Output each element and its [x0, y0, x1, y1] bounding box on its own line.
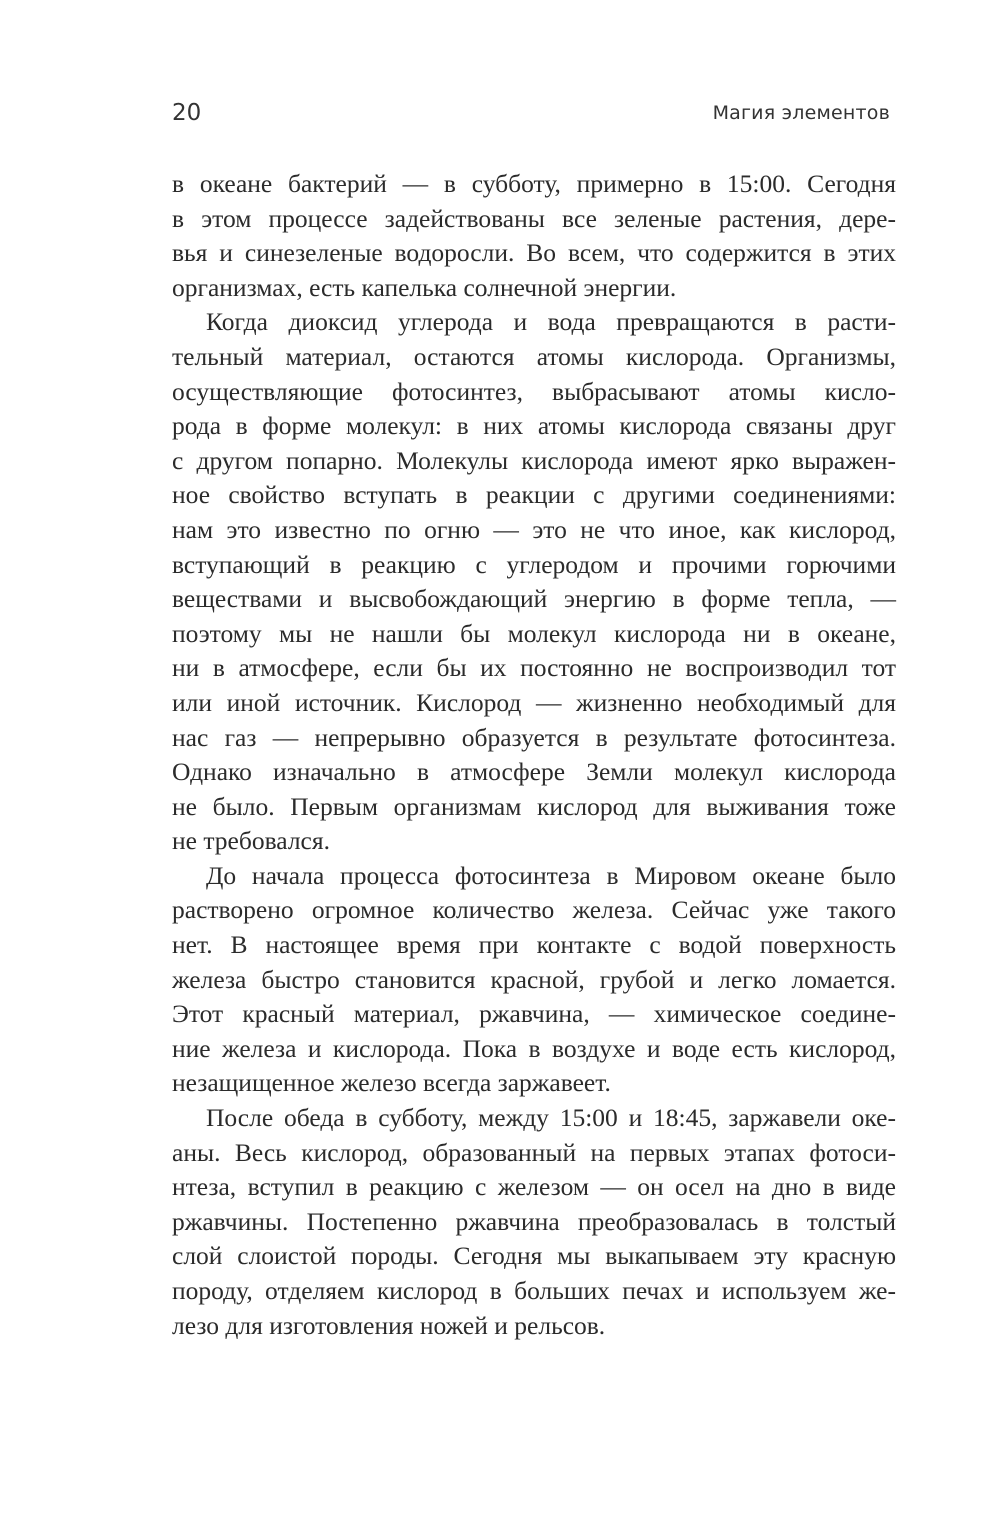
book-title: Магия элементов	[712, 102, 890, 124]
text-line: нтеза, вступил в реакцию с железом — он осел на дно в виде	[172, 1172, 896, 1202]
paragraph	[172, 167, 896, 305]
text-line: в океане бактерий — в субботу, примерно в 15:00. Сегодня	[172, 169, 896, 198]
text-line: ние железа и кислорода. Пока в воздухе и воде есть кислород,	[172, 1033, 896, 1063]
text-line: организмах, есть капелька солнечной энергии.	[172, 272, 677, 302]
text-line: тельный материал, остаются атомы кислорода. Организмы,	[172, 341, 896, 371]
text-line: нас газ — непрерывно образуется в результате фотосинтеза.	[172, 722, 896, 752]
text-line: осуществляющие фотосинтез, выбрасывают атомы кисло-	[172, 376, 896, 406]
text-line: Этот красный материал, ржавчина, — химическое соедине-	[172, 999, 896, 1029]
text-line: ное свойство вступать в реакции с другими соединениями:	[172, 480, 896, 510]
text-line: нет. В настоящее время при контакте с водой поверхность	[172, 930, 896, 960]
text-line: с другом попарно. Молекулы кислорода имеют ярко выражен-	[172, 445, 896, 475]
paragraph	[172, 859, 896, 1101]
text-line: породу, отделяем кислород в больших печах и используем же-	[172, 1276, 896, 1305]
text-line: До начала процесса фотосинтеза в Мировом океане было	[206, 860, 896, 890]
text-line: или иной источник. Кислород — жизненно необходимый для	[172, 687, 896, 717]
text-line: ни в атмосфере, если бы их постоянно не воспроизводил тот	[172, 653, 896, 683]
text-line: незащищенное железо всегда заржавеет.	[172, 1068, 611, 1098]
text-line: рода в форме молекул: в них атомы кислорода связаны друг	[172, 411, 896, 441]
text-line: веществами и высвобождающий энергию в форме тепла, —	[172, 584, 896, 614]
text-line: Однако изначально в атмосфере Земли молекул кислорода	[172, 757, 896, 787]
text-line: слой слоистой породы. Сегодня мы выкапываем эту красную	[172, 1241, 896, 1271]
text-line: лезо для изготовления ножей и рельсов.	[172, 1310, 606, 1340]
text-line: не было. Первым организмам кислород для выживания тоже	[172, 791, 896, 821]
paragraph	[172, 1101, 896, 1343]
text-line: аны. Весь кислород, образованный на первых этапах фотоси-	[172, 1137, 896, 1167]
running-header	[172, 100, 890, 134]
text-line: вступающий в реакцию с углеродом и прочими горючими	[172, 549, 896, 579]
text-line: Когда диоксид углерода и вода превращаются в расти-	[206, 307, 896, 337]
text-line: После обеда в субботу, между 15:00 и 18:45, заржавели оке-	[206, 1103, 896, 1133]
text-line: вья и синезеленые водоросли. Во всем, что содержится в этих	[172, 238, 896, 268]
text-line: в этом процессе задействованы все зеленые растения, дере-	[172, 203, 896, 233]
text-line: растворено огромное количество железа. Сейчас уже такого	[172, 895, 896, 925]
text-line: ржавчины. Постепенно ржавчина преобразовалась в толстый	[172, 1206, 896, 1236]
text-line: железа быстро становится красной, грубой и легко ломается.	[172, 964, 896, 994]
paragraph	[172, 305, 896, 859]
text-line: поэтому мы не нашли бы молекул кислорода ни в океане,	[172, 618, 896, 648]
text-line: не требовался.	[172, 826, 330, 856]
text-line: нам это известно по огню — это не что иное, как кислород,	[172, 514, 896, 544]
body-text	[172, 167, 896, 1343]
page-number: 20	[172, 100, 202, 126]
